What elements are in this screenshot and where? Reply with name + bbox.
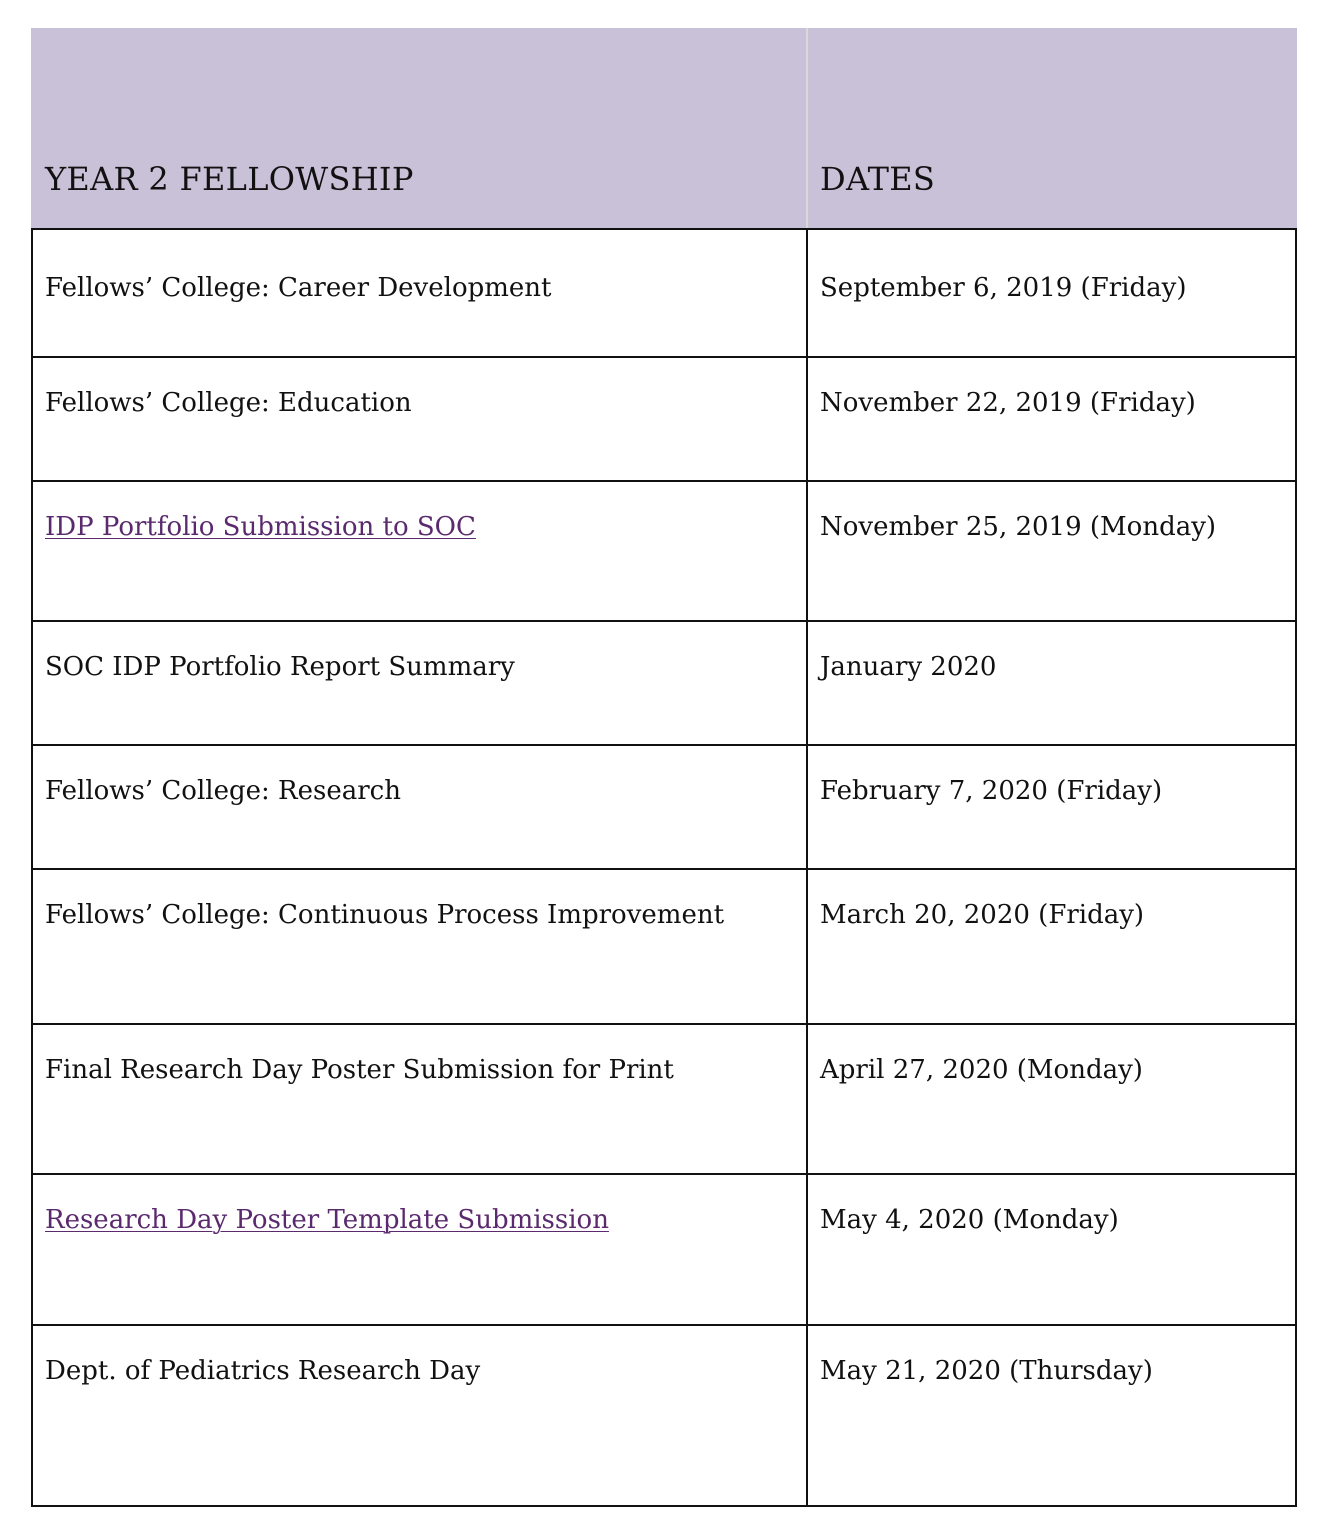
event-cell: [32, 1024, 807, 1174]
table-row: [32, 745, 1296, 869]
fellowship-schedule-table: [31, 28, 1297, 1507]
header-dates: DATES: [807, 29, 1296, 229]
table-row: [32, 1024, 1296, 1174]
table-header-row: [32, 29, 1296, 229]
event-text: Final Research Day Poster Submission for Print: [45, 1055, 674, 1085]
date-text: January 2020: [820, 652, 997, 682]
event-text: SOC IDP Portfolio Report Summary: [45, 652, 515, 682]
date-cell: [807, 357, 1296, 481]
event-cell: [32, 229, 807, 357]
date-cell: [807, 229, 1296, 357]
date-text: November 22, 2019 (Friday): [820, 388, 1196, 418]
date-cell: [807, 869, 1296, 1024]
date-text: March 20, 2020 (Friday): [820, 900, 1145, 930]
date-text: May 4, 2020 (Monday): [820, 1205, 1119, 1235]
table-row: [32, 869, 1296, 1024]
date-text: September 6, 2019 (Friday): [820, 273, 1187, 303]
date-text: May 21, 2020 (Thursday): [820, 1356, 1153, 1386]
event-text: Dept. of Pediatrics Research Day: [45, 1356, 481, 1386]
table-row: [32, 229, 1296, 357]
table-row: [32, 1174, 1296, 1325]
event-cell: [32, 869, 807, 1024]
event-cell: [32, 1174, 807, 1325]
table-row: [32, 357, 1296, 481]
date-cell: [807, 1024, 1296, 1174]
event-cell: [32, 481, 807, 621]
date-text: February 7, 2020 (Friday): [820, 776, 1163, 806]
idp-portfolio-submission-link[interactable]: IDP Portfolio Submission to SOC: [45, 512, 476, 542]
event-text: Fellows’ College: Research: [45, 776, 401, 806]
header-event: YEAR 2 FELLOWSHIP: [32, 29, 807, 229]
event-text: Fellows’ College: Continuous Process Improvement: [45, 900, 725, 930]
event-text: Fellows’ College: Education: [45, 388, 412, 418]
event-text: Fellows’ College: Career Development: [45, 273, 552, 303]
date-cell: [807, 621, 1296, 745]
date-cell: [807, 745, 1296, 869]
event-cell: [32, 357, 807, 481]
poster-template-submission-link[interactable]: Research Day Poster Template Submission: [45, 1205, 609, 1235]
date-cell: [807, 1325, 1296, 1506]
date-cell: [807, 481, 1296, 621]
table-row: [32, 1325, 1296, 1506]
event-cell: [32, 745, 807, 869]
date-cell: [807, 1174, 1296, 1325]
event-cell: [32, 1325, 807, 1506]
event-cell: [32, 621, 807, 745]
table-row: [32, 481, 1296, 621]
date-text: April 27, 2020 (Monday): [820, 1055, 1143, 1085]
table-row: [32, 621, 1296, 745]
date-text: November 25, 2019 (Monday): [820, 512, 1217, 542]
